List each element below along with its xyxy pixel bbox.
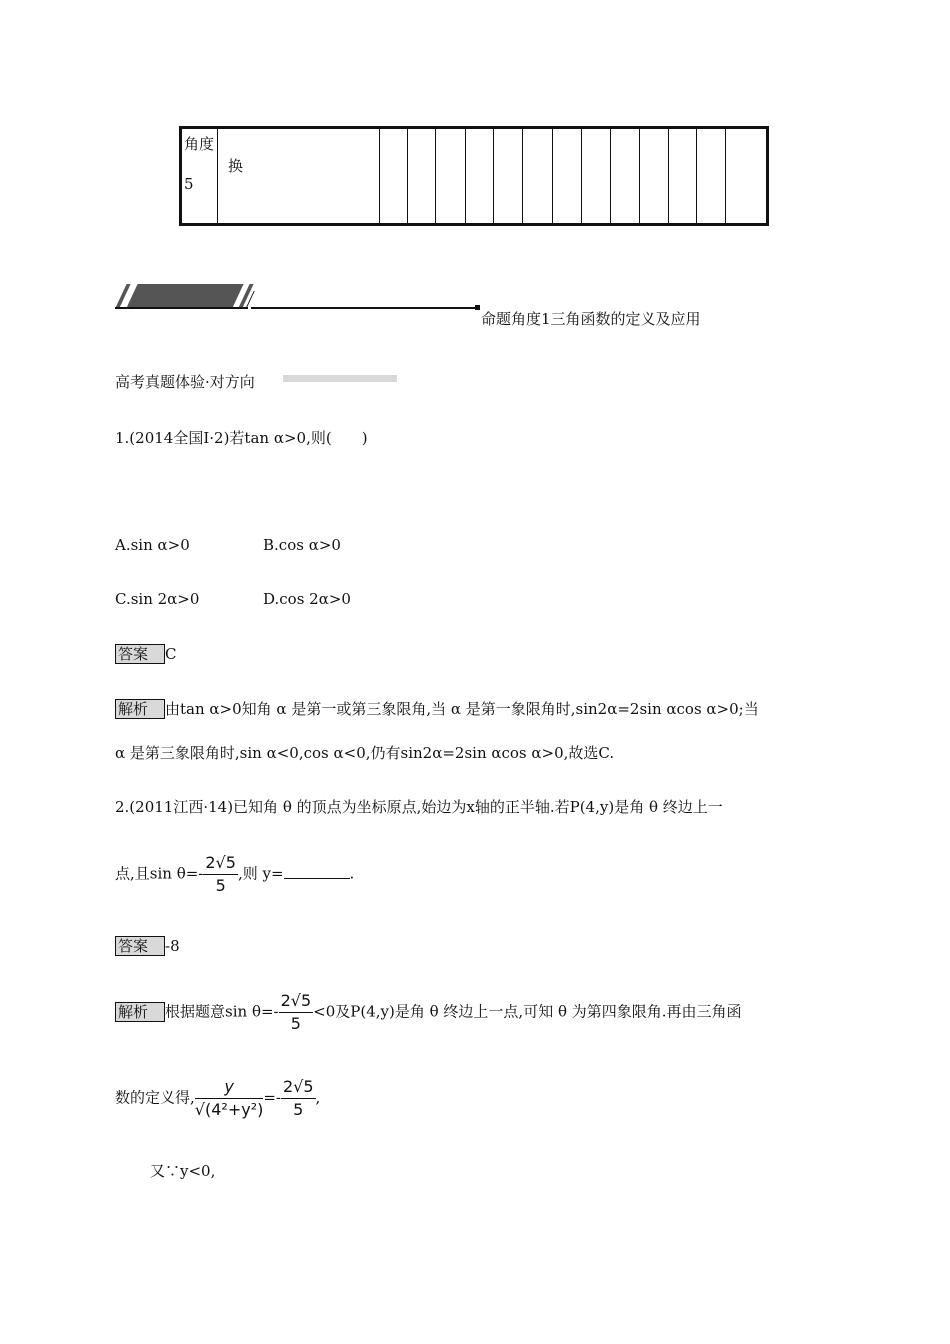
q1-option-d: D.cos 2α>0 [263,590,351,608]
table-cell-1 [184,133,214,195]
table-divider [696,129,697,223]
q1-answer [115,644,177,664]
banner-underline [251,307,477,309]
fraction-numerator: 2√5 [279,990,314,1013]
answer-value: -8 [165,937,180,955]
q2-stem-text: ,则 y= [237,864,284,883]
analysis-label: 解析 [115,1002,165,1022]
table-divider [725,129,726,223]
table-divider [217,129,218,223]
header-table [179,126,769,226]
section-title: 命题角度1三角函数的定义及应用 [481,310,701,328]
q2-stem-text: . [349,864,355,883]
analysis-text: 根据题意sin θ=- [165,1002,279,1021]
banner-underline [115,307,248,309]
table-divider [581,129,582,223]
analysis-text: 由tan α>0知角 α 是第一或第三象限角,当 α 是第一象限角时,sin2α=2sin αcos α>0;当 [165,700,759,718]
table-divider [668,129,669,223]
answer-blank [284,864,350,879]
subtitle-bar [283,375,397,382]
fraction-denominator: √(4²+y²) [194,1100,264,1119]
analysis-text: 数的定义得, [115,1088,195,1107]
table-divider [465,129,466,223]
table-divider [552,129,553,223]
answer-label: 答案 [115,644,165,664]
table-divider [639,129,640,223]
answer-label: 答案 [115,936,165,956]
q1-option-a: A.sin α>0 [115,536,190,554]
fraction-denominator: 5 [215,876,226,895]
q2-analysis-line3: 又∵y<0, [150,1162,216,1180]
fraction-numerator: y [195,1076,264,1099]
banner-dot [475,305,480,310]
table-cell-1-line1: 角度 [184,135,215,153]
q2-answer [115,936,180,956]
analysis-text: <0及P(4,y)是角 θ 终边上一点,可知 θ 为第四象限角.再由三角函 [313,1002,742,1021]
table-divider [522,129,523,223]
banner-block [126,284,243,308]
fraction-denominator: 5 [293,1100,304,1119]
answer-value: C [165,645,177,663]
analysis-text: =- [263,1088,281,1107]
fraction [195,1076,264,1121]
q1-analysis-line1 [115,698,759,719]
q2-analysis-line1 [115,990,742,1035]
table-cell-2: 换 [228,157,244,175]
fraction [281,1076,316,1121]
fraction-numerator: 2√5 [203,852,238,875]
analysis-label: 解析 [115,699,165,719]
table-divider [379,129,380,223]
q2-analysis-line2 [115,1076,320,1121]
section-subtitle: 高考真题体验·对方向 [115,373,255,391]
analysis-text: , [315,1088,321,1107]
fraction [203,852,238,897]
fraction-denominator: 5 [290,1014,301,1033]
q2-stem-line1: 2.(2011江西·14)已知角 θ 的顶点为坐标原点,始边为x轴的正半轴.若P(4,y)是角 θ 终边上一 [115,798,723,816]
table-cell-1-line2: 5 [184,175,194,193]
q2-stem-text: 点,且sin θ=- [115,864,204,883]
table-divider [435,129,436,223]
q1-option-b: B.cos α>0 [263,536,341,554]
q1-stem: 1.(2014全国Ⅰ·2)若tan α>0,则( ) [115,429,368,447]
table-divider [610,129,611,223]
q2-stem-line2 [115,852,354,897]
fraction [279,990,314,1035]
fraction-numerator: 2√5 [281,1076,316,1099]
q1-analysis-line2: α 是第三象限角时,sin α<0,cos α<0,仍有sin2α=2sin αcos α>0,故选C. [115,744,615,762]
table-divider [493,129,494,223]
table-divider [407,129,408,223]
q1-option-c: C.sin 2α>0 [115,590,200,608]
